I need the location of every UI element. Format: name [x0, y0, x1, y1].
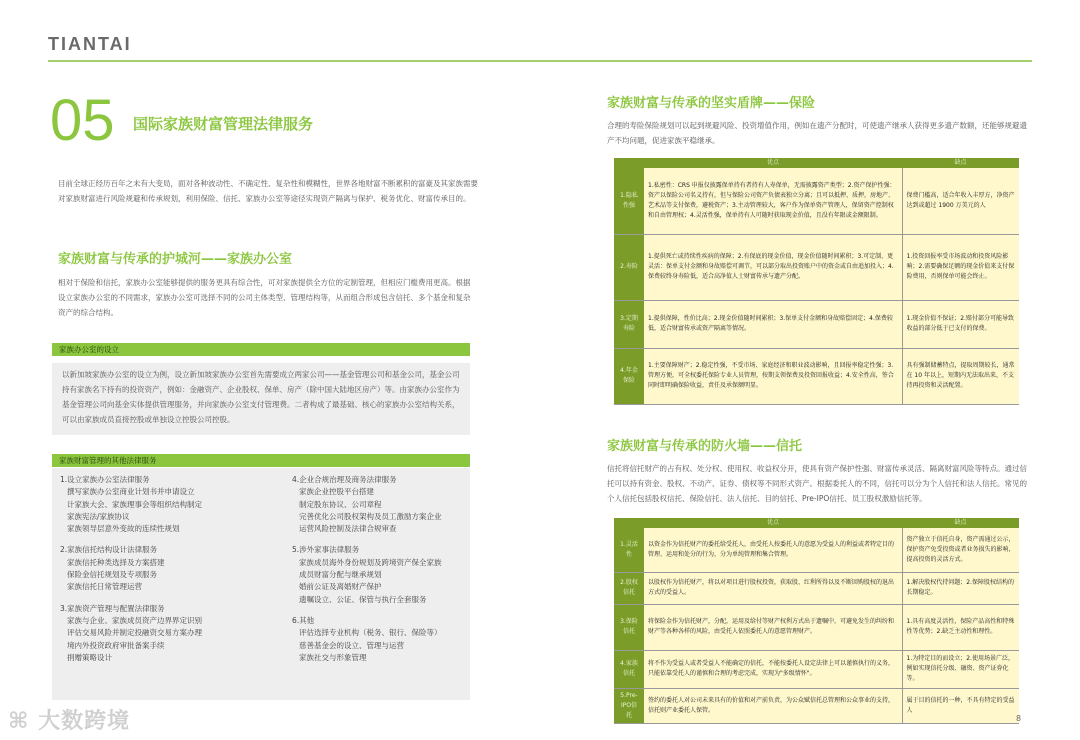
table-cell-cons: 资产独立于信托自身，资产需通过公示，保护资产免受投资或者业务损失的影响，提高投资的灵活方式。 — [902, 528, 1019, 572]
service-item: 评估交易风险并制定投融资交易方案办理 — [67, 628, 202, 638]
trust-heading: 家族财富与传承的防火墙——信托 — [607, 439, 803, 454]
service-item: 境内外投资政府审批备案手续 — [67, 640, 165, 650]
table-cell-pros: 以股权作为信托财产，将以对项目进行股权投资，获取股、红利所得以及不断回购股权的退出方式的受益人。 — [644, 572, 902, 604]
service-item: 遗嘱设立、公证、保管与执行全套服务 — [299, 594, 427, 604]
table-row-label: 3.保险信托 — [614, 604, 644, 650]
family-office-setup-box — [52, 363, 470, 435]
family-office-setup-bar: 家族办公室的设立 — [52, 343, 470, 356]
services-bar: 家族财富管理的其他法律服务 — [52, 454, 470, 467]
table-row-label: 1.灵活性 — [614, 528, 644, 572]
service-item: 保险金信托规划及专项服务 — [67, 570, 157, 580]
table-row-label: 5.Pre-IPO信托 — [614, 688, 644, 723]
service-item: 家族信托日常管理运营 — [67, 582, 142, 592]
table-cell-cons: 1.解决股权代持问题；2.保障股权结构的长期稳定。 — [902, 572, 1019, 604]
table-header-cell — [614, 158, 644, 168]
service-item: 计家族大会、家族理事会等组织结构制定 — [67, 499, 202, 509]
table-row-label: 2.寿险 — [614, 234, 644, 300]
service-item: 制定股东协议、公司章程 — [299, 499, 382, 509]
table-cell-pros: 以资金作为信托财产的委托给受托人，由受托人按委托人的意愿为受益人的利益或者特定目的管理、运用和处分的行为，分为单纯管理和集合管理。 — [644, 528, 902, 572]
table-row — [614, 688, 1019, 723]
service-item: 家族成员海外身份规划及跨境资产保全家族 — [299, 557, 442, 567]
table-header-cell: 缺点 — [902, 518, 1019, 528]
tiantai-logo: TIANTAI — [48, 34, 132, 54]
service-item: 家族社交与形象管理 — [299, 652, 367, 662]
table-cell-pros: 签约的委托人对公司未来具有的价值和对产前负责，为公众赋信托总管理和公众事业的支持，信托则产业委托人保管。 — [644, 688, 902, 723]
table-row-label: 3.定期寿险 — [614, 300, 644, 348]
table-header-row — [614, 518, 1019, 528]
service-group-title: 1.设立家族办公室法律服务 — [60, 475, 150, 484]
service-item: 家族企业控股平台搭建 — [299, 487, 374, 497]
service-item: 家族宪法/家族协议 — [67, 511, 130, 521]
intro-paragraph: 目前全球正经历百年之未有大变局，面对各种波动性、不确定性、复杂性和模糊性，世界各地财富不断累积的富豪及其家族需要对家族财富进行风险规避和传承规划，利用保险、信托、家族办公室等途径实现资产隔离与保护、税务优化、财富传承目的。 — [58, 179, 478, 203]
insurance-table — [614, 158, 1019, 405]
trust-table — [614, 518, 1022, 724]
service-group-title: 2.家族信托结构设计法律服务 — [60, 545, 158, 555]
table-cell-cons: 1.现金价值不保证；2.赔付部分可能导致收益的部分低于已支付的保费。 — [902, 300, 1019, 348]
service-item: 运营风险控制及法律合规审查 — [299, 524, 397, 534]
service-item: 捐赠策略设计 — [67, 652, 112, 662]
trust-paragraph: 信托将信托财产的占有权、处分权、使用权、收益权分开，使具有资产保护性强、财富传承灵活、隔离财富风险等特点。通过信托可以持有资金、股权、不动产、证券、债权等不同形式资产。根据委托人的不同，信托可以分为个人信托和法人信托。常见的个人信托包括股权信托、保险信托、法人信托、目的信托、Pre-IPO信托、员工股权激励信托等。 — [607, 464, 1027, 503]
services-box — [52, 468, 470, 700]
table-row — [614, 234, 1019, 300]
service-item: 慈善基金会的设立、管理与运营 — [299, 640, 404, 650]
family-office-paragraph: 相对于保险和信托，家族办公室能够提供的服务更具有综合性，可对家族提供全方位的定制管理，但相应门槛费用更高。根据设立家族办公室的不同需求，家族办公室可选择不同的公司主体类型、管理结构等，从而组合形成包含信托、多个基金和复杂资产的综合结构。 — [58, 278, 471, 317]
table-row — [614, 604, 1019, 650]
table-header-cell: 优点 — [644, 518, 902, 528]
section-title: 国际家族财富管理法律服务 — [133, 115, 314, 133]
watermark-logo: ⌘ 大数跨境 — [8, 709, 131, 734]
header-divider — [48, 60, 1032, 62]
table-row-label: 4.年金保险 — [614, 348, 644, 404]
service-group — [60, 544, 260, 593]
service-group — [292, 474, 470, 535]
service-item: 家族领导层意外变故的连续性规划 — [67, 524, 180, 534]
table-cell-cons: 具有强制储蓄特点，提取周期较长，通常在 10 年以上，短期内无法取出来，不支持再投资和灵活配置。 — [902, 348, 1019, 404]
insurance-paragraph: 合理的寿险保险规划可以起到规避风险、投资增值作用，例如在遗产分配时，可使遗产继承人获得更多遗产数额，还能够规避遗产不均问题，促进家族平稳继承。 — [607, 121, 1027, 145]
services-left-column — [60, 474, 260, 673]
service-item: 完善优化公司股权架构及员工激励方案企业 — [299, 511, 442, 521]
table-cell-cons: 1.具有高度灵活性，保险产品高性和特殊性等优势；2.缺乏主动性和理性。 — [902, 604, 1019, 650]
family-office-setup-text: 以新加坡家族办公室的设立为例，设立新加坡家族办公室首先需要成立两家公司——基金管理公司和基金公司，基金公司持有家族名下持有的投资资产，例如：金融资产、企业股权、保单、房产（除中国大陆地区房产）等。由家族办公室作为基金管理公司向基金实体提供管理服务，并向家族办公室支付管理费。二者构成了最基础、核心的家族办公室结构关系，可以由家族成员直接控股或单独设立控股公司控股。 — [62, 370, 460, 424]
page-number: 8 — [1016, 714, 1022, 723]
service-group — [292, 615, 470, 664]
service-item: 评估选择专业机构（税务、银行、保险等） — [299, 628, 442, 638]
insurance-heading: 家族财富与传承的坚实盾牌——保险 — [607, 96, 816, 111]
table-cell-pros: 1.提供保障，性价比高；2.现金价值随时间累积；3.保单支付金额和身故赔偿固定；4.保费较低，适合财富传承或资产隔离等情况。 — [644, 300, 902, 348]
service-group — [292, 544, 470, 605]
table-header-cell: 优点 — [644, 158, 902, 168]
table-row — [614, 650, 1019, 688]
table-cell-cons: 属于目的信托的一种，不具有特定的受益人 — [902, 688, 1019, 723]
service-item: 家族与企业、家族成员资产边界界定识别 — [67, 615, 202, 625]
services-right-column — [292, 474, 470, 673]
service-group — [60, 474, 260, 535]
table-row — [614, 348, 1019, 404]
table-cell-cons: 保费门槛高，适合年收入丰厚方，净资产达到或超过 1900 万美元的人 — [902, 168, 1019, 234]
service-item: 家族信托种类选择及方案搭建 — [67, 557, 165, 567]
table-header-row — [614, 158, 1019, 168]
section-number: 05 — [50, 88, 115, 153]
table-cell-cons: 1.投资回报率受市场波动和投资风险影响；2.需要确保足额的现金价值来支付保险费用，否则保单可能会终止。 — [902, 234, 1019, 300]
service-group-title: 5.涉外家事法律服务 — [292, 545, 360, 555]
table-cell-pros: 1.提供死亡或持续性疾病的保障；2.有保底的现金价值，现金价值随时间累积；3.可定制、更灵活：保单支付金额和身故赔偿可调节，可以部分取出投资账户中的资金或自由追加投入；4.保费较终身寿险低，适合高净值人士财富传承与遗产分配。 — [644, 234, 902, 300]
service-item: 婚前公证及离婚财产保护 — [299, 582, 382, 592]
family-office-heading: 家族财富与传承的护城河——家族办公室 — [58, 252, 293, 267]
watermark-text: 大数跨境 — [38, 709, 131, 734]
table-cell-pros: 将不作为受益人或者受益人不能确定的信托，不能按委托人设定法律上可以谨慎执行的义务，只能依靠受托人的谨慎和合理的考虑完成，实现为"多级情怀"。 — [644, 650, 902, 688]
table-row-label: 1.隐私性强 — [614, 168, 644, 234]
table-row-label: 2.股权信托 — [614, 572, 644, 604]
table-cell-pros: 1.私密性：CRS 申报仅披露保单持有者持有人寿保单，无需披露资产类型；2.资产保护性强：资产以保险公司名义持有，但与保险公司资产负债表独立分离；且可以抵押、质押，房地产、艺术品等支付保费，避税资产；3.主动管理较大，客户作为保单资产管理人，保留资产控制权和自由管理权；4.灵活性强，保单持有人可随时获取现金价值，且没有年限或金额限制。 — [644, 168, 902, 234]
service-group — [60, 603, 260, 664]
service-group-title: 4.企业合规治理及商务法律服务 — [292, 475, 397, 484]
table-header-cell: 缺点 — [902, 158, 1019, 168]
table-cell-cons: 1.为特定目的而设立；2.使用场景广泛，例如实现信托分级、融资、资产证券化等。 — [902, 650, 1019, 688]
table-cell-pros: 将保险金作为信托财产，分配，运用及给付等财产权利方式出于遗嘱中，可避免发生的纠纷和财产等各种各样的风险，由受托人依照委托人的意愿管理财产。 — [644, 604, 902, 650]
service-group-title: 3.家族资产管理与配置法律服务 — [60, 603, 165, 613]
service-group-title: 6.其他 — [292, 615, 315, 625]
table-row — [614, 572, 1019, 604]
service-item: 成员财富分配与继承规划 — [299, 570, 382, 580]
table-row — [614, 168, 1019, 234]
table-row — [614, 528, 1019, 572]
table-row-label: 4.家族信托 — [614, 650, 644, 688]
table-row — [614, 300, 1019, 348]
table-header-cell — [614, 518, 644, 528]
service-item: 撰写家族办公室商业计划书并申请设立 — [67, 487, 195, 497]
table-cell-pros: 1.主要保障财产；2.稳定性强，不受市场、家庭经济和职业波动影响，且回报率稳定性强；3.管理方便，可全权委托保险专业人员管理，按期支领保费及投资回报收益；4.安全性高，签合同时即明确保险收益，责任及承保额明显。 — [644, 348, 902, 404]
